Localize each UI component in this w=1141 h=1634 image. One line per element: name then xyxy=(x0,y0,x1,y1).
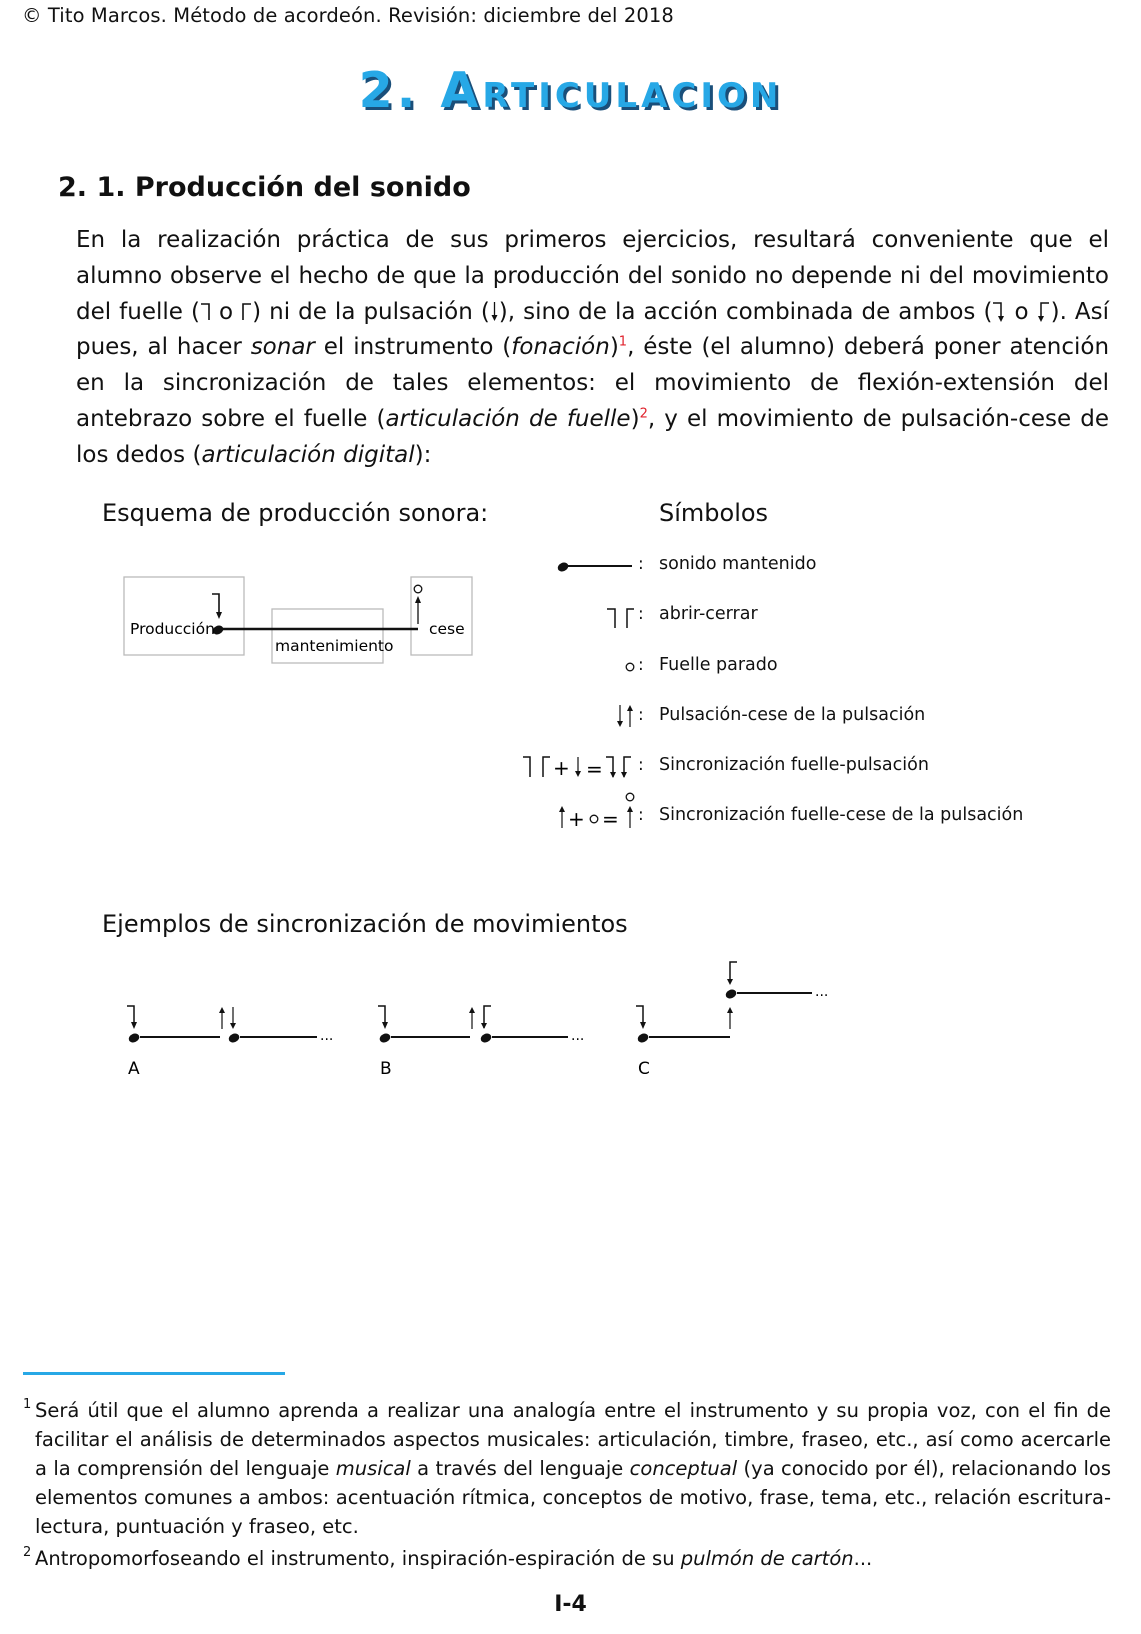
example-label-c: C xyxy=(638,1059,650,1079)
produccion-label: Producción xyxy=(130,620,215,638)
press-arrowhead xyxy=(621,772,627,778)
release-arrowhead xyxy=(559,806,565,812)
section-heading: 2. 1. Producción del sonido xyxy=(58,172,471,203)
press-arrowhead xyxy=(230,1023,236,1029)
footnote-number: 2 xyxy=(23,1545,32,1560)
symbol-colon: : xyxy=(638,705,644,725)
symbol-label: Pulsación-cese de la pulsación xyxy=(659,705,926,725)
bellows-open-icon xyxy=(607,609,615,628)
note-head xyxy=(127,1032,141,1044)
bellows-close-press-icon xyxy=(1037,301,1051,323)
para-italic: articulación de fuelle xyxy=(385,405,631,432)
para-text: , y el movimiento de pulsación-cese de los dedos ( xyxy=(76,405,1110,468)
footnote-italic: musical xyxy=(335,1457,411,1480)
note-head xyxy=(636,1032,650,1044)
para-italic: sonar xyxy=(250,334,315,361)
press-arrowhead xyxy=(617,721,623,727)
production-box xyxy=(124,577,244,655)
footnote-ref-1[interactable]: 1 xyxy=(618,334,628,350)
release-arrowhead xyxy=(727,1007,733,1013)
symbol-label: Sincronización fuelle-pulsación xyxy=(659,755,929,775)
note-head xyxy=(724,988,738,1000)
footnote-text: Será útil que el alumno aprenda a realizar una analogía entre el instrumento y su propia voz, con el fin de facilitar el análisis de determinados aspectos musicales: articulación, timbre, fraseo, etc., así como acercarle a la comprensión del lenguaje xyxy=(35,1399,1111,1480)
symbol-label: Sincronización fuelle-cese de la pulsación xyxy=(659,805,1024,825)
bellows-open-icon xyxy=(523,757,530,777)
para-text: o xyxy=(219,298,234,325)
intro-paragraph xyxy=(76,223,1109,474)
footnote-ref-2[interactable]: 2 xyxy=(639,406,648,422)
release-arrowhead xyxy=(469,1007,475,1013)
ellipsis: ... xyxy=(320,1028,334,1044)
bellows-open-icon xyxy=(200,302,211,322)
footnote-text: Antropomorfoseando el instrumento, inspiración-espiración de su xyxy=(35,1547,681,1570)
press-arrowhead xyxy=(131,1022,137,1029)
example-label-a: A xyxy=(128,1059,140,1079)
chapter-title: 2. Articulacion xyxy=(358,62,783,119)
para-text: ), sino de la acción combinada de ambos ( xyxy=(498,298,993,325)
plus-sign: + xyxy=(553,756,570,780)
bellows-open-press-icon xyxy=(992,301,1006,323)
footnote-divider xyxy=(23,1372,285,1375)
press-arrowhead xyxy=(640,1022,646,1029)
para-text: o xyxy=(1014,298,1029,325)
footnotes xyxy=(23,1396,1111,1576)
note-head xyxy=(378,1032,392,1044)
production-scheme-diagram xyxy=(100,560,500,670)
para-italic: articulación digital xyxy=(201,441,415,468)
press-arrowhead xyxy=(727,979,733,985)
page-header: © Tito Marcos. Método de acordeón. Revisión: diciembre del 2018 xyxy=(22,4,674,27)
press-arrowhead xyxy=(575,771,581,777)
symbol-label: sonido mantenido xyxy=(659,554,817,574)
note-head xyxy=(479,1032,493,1044)
symbol-label: Fuelle parado xyxy=(659,655,778,675)
release-arrowhead xyxy=(627,806,633,812)
symbol-colon: : xyxy=(638,805,644,825)
note-head xyxy=(227,1032,241,1044)
para-italic: fonación xyxy=(511,334,610,361)
bellows-stopped-icon xyxy=(414,585,422,593)
footnote-number: 1 xyxy=(23,1397,32,1412)
bellows-stopped-icon xyxy=(626,793,634,801)
scheme-heading: Esquema de producción sonora: xyxy=(102,499,489,527)
symbol-colon: : xyxy=(638,554,644,574)
release-arrowhead xyxy=(415,596,421,603)
cese-box xyxy=(411,577,472,655)
bellows-close-icon xyxy=(241,302,252,322)
bellows-stopped-icon xyxy=(590,815,598,823)
press-arrow-icon xyxy=(490,301,499,323)
release-arrowhead xyxy=(219,1007,225,1013)
footnote-text: ... xyxy=(853,1547,873,1570)
para-text: ): xyxy=(414,441,432,468)
examples-heading: Ejemplos de sincronización de movimientos xyxy=(102,910,628,938)
symbols-heading: Símbolos xyxy=(659,499,769,527)
footnote-text: a través del lenguaje xyxy=(410,1457,630,1480)
para-text: el instrumento ( xyxy=(323,334,512,361)
page-number: I-4 xyxy=(554,1592,587,1617)
footnote-italic: conceptual xyxy=(629,1457,738,1480)
para-text: ) xyxy=(609,334,619,361)
press-arrowhead xyxy=(481,1023,487,1029)
para-text: , éste (el alumno) deberá poner atención en la sincronización de tales elementos: el movimiento de flexión-extensión del antebrazo sobre el fuelle ( xyxy=(76,334,1110,432)
symbol-colon: : xyxy=(638,755,644,775)
bellows-close-icon xyxy=(543,757,550,777)
symbol-colon: : xyxy=(638,655,644,675)
mantenimiento-label: mantenimiento xyxy=(275,637,394,655)
symbol-label: abrir-cerrar xyxy=(659,604,758,624)
para-text: En la realización práctica de sus primeros ejercicios, resultará conveniente que el alumno observe el hecho de que la producción del sonido no depende ni del movimiento del fuelle ( xyxy=(76,227,1109,325)
press-arrowhead xyxy=(610,772,616,778)
footnote-text: (ya conocido por él), relacionando los elementos comunes a ambos: acentuación rítmica, conceptos de motivo, frase, tema, etc., relación escritura-lectura, puntuación y fraseo, etc. xyxy=(35,1457,1112,1538)
bellows-open-icon xyxy=(212,594,219,615)
para-text: ) ni de la pulsación ( xyxy=(252,298,490,325)
ellipsis: ... xyxy=(571,1028,585,1044)
plus-sign: + xyxy=(568,807,585,831)
footnote-italic: pulmón de cartón xyxy=(680,1547,854,1570)
para-text: ) xyxy=(630,405,640,432)
equals-sign: = xyxy=(586,757,603,781)
ellipsis: ... xyxy=(815,984,829,1000)
press-arrowhead xyxy=(382,1022,388,1029)
press-arrow-icon xyxy=(216,612,222,619)
release-arrowhead xyxy=(627,705,633,711)
cese-label: cese xyxy=(429,620,465,638)
bellows-close-icon xyxy=(627,609,634,628)
footnote-1 xyxy=(23,1396,1111,1541)
bellows-stopped-icon xyxy=(626,663,634,671)
equals-sign: = xyxy=(602,807,619,831)
symbol-colon: : xyxy=(638,604,644,624)
examples-diagram xyxy=(110,950,850,1090)
footnote-2 xyxy=(23,1544,1111,1573)
symbols-glyphs xyxy=(520,550,650,840)
example-label-b: B xyxy=(380,1059,392,1079)
para-text: ). Así pues, al hacer xyxy=(76,298,1110,361)
